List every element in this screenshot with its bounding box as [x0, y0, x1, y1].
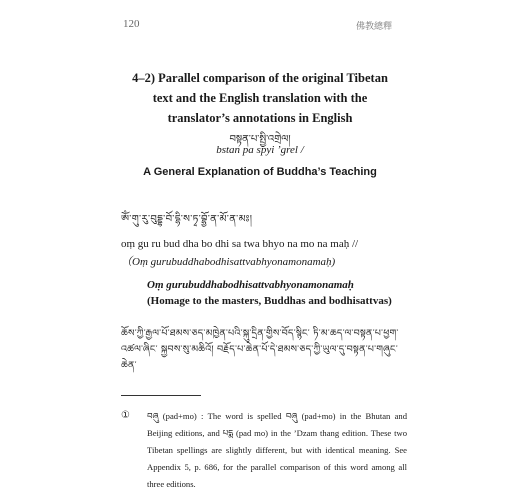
section-title-line: translator’s annotations in English [167, 111, 353, 125]
homage-tibetan: ཨོཾ་གུ་རུ་བུདྡྷ་བོ་དྷི་ས་ཏྭ་བྷྱོ་ན་མོ་ན་མཿ། [121, 214, 253, 225]
transliterated-title: bstan pa spyi ’grel / [216, 144, 304, 156]
page-number: 120 [123, 18, 140, 30]
running-head: 佛教總釋 [355, 22, 392, 32]
section-title-line: text and the English translation with the [152, 91, 368, 105]
homage-romanized: oṃ gu ru bud dha bo dhi sa twa bhyo na mo na maḥ // [121, 238, 359, 250]
english-title: A General Explanation of Buddha’s Teaching [143, 166, 377, 178]
footnote-divider [121, 395, 201, 396]
homage-romanized-parenthetical: （Oṃ gurubuddhabodhisattvabhyonamonamaḥ) [121, 256, 336, 268]
tibetan-title: བསྟན་པ་སྤྱི་འགྲེལ། [229, 134, 291, 145]
homage-sanskrit-bold: Oṃ gurubuddhabodhisattvabhyonamonamaḥ [147, 279, 354, 291]
section-title [0, 68, 520, 128]
section-title-line: 4–2) Parallel comparison of the original Tibetan [132, 71, 388, 85]
footnote-text: བཞུ (pad+mo) : The word is spelled བཞུ (pad+mo) in the Bhutan and Beijing editions, and པདྨ (pad mo) in the ’Dzam thang edition. These two Tibetan spellings are slightly different, but with identical meaning. See Appendix 5, p. 686, for the parallel comparison of this word among all three editions. [147, 411, 407, 489]
tibetan-paragraph: ཆོས་ཀྱི་རྒྱལ་པོ་ཐམས་ཅད་མཁྱེན་པའི་སྐུ་དྲིན་གྱིས་བོད་སྙིང་ ཏི་མ་ཆད་ལ་བསྟན་པ་ཕྱག་འཚལ་ཞིང་ སྐྱབས་སུ་མཆིའོ། བརྗོད་པ་ཆེན་པོ་དེ་ཐམས་ཅད་ཀྱི་ཡུལ་དུ་བསྟན་པ་གཞུང་ཆེན་ [121, 328, 399, 371]
homage-english-bold: (Homage to the masters, Buddhas and bodhisattvas) [147, 295, 392, 307]
footnote-marker: ① [121, 410, 130, 421]
